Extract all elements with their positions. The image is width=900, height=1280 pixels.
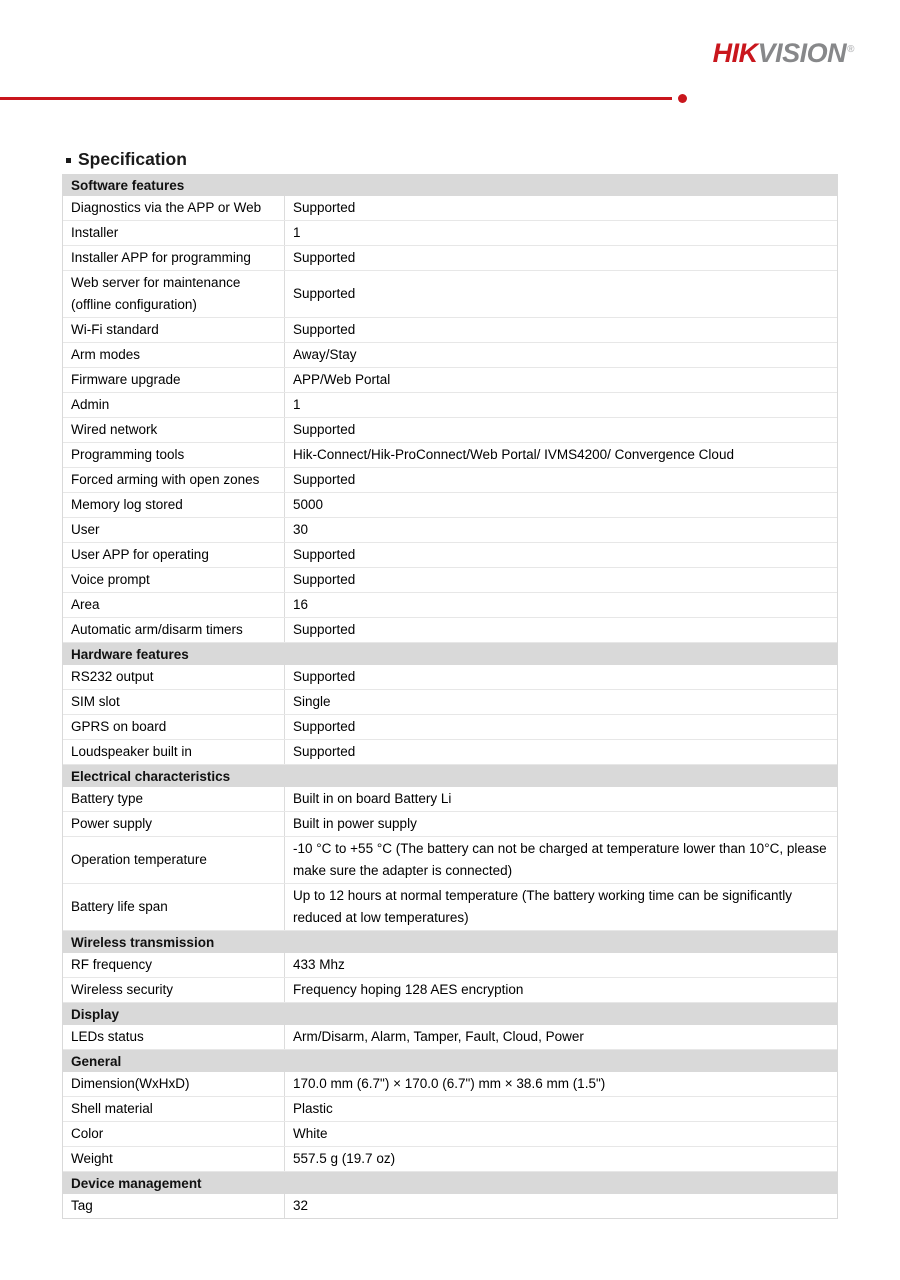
spec-value: Supported <box>293 744 356 759</box>
spec-label: Battery type <box>63 787 285 811</box>
spec-row <box>63 1122 837 1147</box>
spec-value: Supported <box>293 719 356 734</box>
spec-label: User <box>63 518 285 542</box>
spec-value: Away/Stay <box>293 347 357 362</box>
spec-label: Shell material <box>63 1097 285 1121</box>
spec-value: APP/Web Portal <box>293 372 391 387</box>
spec-value: Up to 12 hours at normal temperature (The battery working time can be significantly reduced at low temperatures) <box>293 888 792 925</box>
spec-row <box>63 1147 837 1172</box>
hikvision-logo <box>713 38 854 69</box>
spec-label: Wi-Fi standard <box>63 318 285 342</box>
spec-label: Power supply <box>63 812 285 836</box>
spec-row <box>63 715 837 740</box>
spec-value: Supported <box>293 422 356 437</box>
spec-value: Supported <box>293 322 356 337</box>
red-divider-line <box>0 97 672 100</box>
spec-value: Built in power supply <box>293 816 417 831</box>
spec-row <box>63 1097 837 1122</box>
spec-value: 557.5 g (19.7 oz) <box>293 1151 396 1166</box>
spec-label: RS232 output <box>63 665 285 689</box>
spec-label: Installer APP for programming <box>63 246 285 270</box>
section-header: Device management <box>63 1172 837 1194</box>
spec-value: 1 <box>293 397 301 412</box>
square-bullet-icon <box>66 158 71 163</box>
spec-value: Frequency hoping 128 AES encryption <box>293 982 524 997</box>
red-divider-dot-icon <box>678 94 687 103</box>
spec-label: Memory log stored <box>63 493 285 517</box>
spec-table <box>62 174 838 1219</box>
spec-value: 30 <box>293 522 309 537</box>
spec-row <box>63 221 837 246</box>
spec-row <box>63 953 837 978</box>
spec-value: -10 °C to +55 °C (The battery can not be charged at temperature lower than 10°C, please make sure the adapter is connected) <box>293 841 827 878</box>
spec-label: Operation temperature <box>63 837 285 883</box>
spec-row <box>63 493 837 518</box>
spec-row <box>63 978 837 1003</box>
spec-label: Admin <box>63 393 285 417</box>
spec-label: Wired network <box>63 418 285 442</box>
spec-value: 170.0 mm (6.7") × 170.0 (6.7") mm × 38.6 mm (1.5") <box>293 1076 606 1091</box>
spec-row <box>63 518 837 543</box>
registered-trademark-icon: ® <box>847 44 854 55</box>
spec-label: GPRS on board <box>63 715 285 739</box>
spec-row <box>63 740 837 765</box>
spec-label: Automatic arm/disarm timers <box>63 618 285 642</box>
spec-row <box>63 812 837 837</box>
spec-row <box>63 543 837 568</box>
spec-label: Tag <box>63 1194 285 1218</box>
spec-value: Built in on board Battery Li <box>293 791 452 806</box>
spec-row <box>63 690 837 715</box>
spec-row <box>63 884 837 931</box>
logo-hik-text: HIK <box>712 38 758 68</box>
spec-row <box>63 368 837 393</box>
spec-label: Arm modes <box>63 343 285 367</box>
spec-label: Forced arming with open zones <box>63 468 285 492</box>
spec-row <box>63 593 837 618</box>
spec-row <box>63 343 837 368</box>
spec-label: Loudspeaker built in <box>63 740 285 764</box>
spec-row <box>63 665 837 690</box>
spec-value: Supported <box>293 547 356 562</box>
page-title-text: Specification <box>78 149 187 169</box>
spec-value: Hik-Connect/Hik-ProConnect/Web Portal/ IVMS4200/ Convergence Cloud <box>293 447 734 462</box>
spec-label: Battery life span <box>63 884 285 930</box>
spec-row <box>63 1025 837 1050</box>
spec-row <box>63 393 837 418</box>
spec-row <box>63 837 837 884</box>
spec-value: Single <box>293 694 331 709</box>
spec-value: Supported <box>293 286 356 301</box>
spec-value: Supported <box>293 572 356 587</box>
spec-row <box>63 443 837 468</box>
spec-row <box>63 1194 837 1218</box>
spec-value: Supported <box>293 250 356 265</box>
spec-row <box>63 787 837 812</box>
spec-value: 16 <box>293 597 309 612</box>
spec-row <box>63 468 837 493</box>
spec-row <box>63 246 837 271</box>
spec-value: Arm/Disarm, Alarm, Tamper, Fault, Cloud, Power <box>293 1029 584 1044</box>
spec-label: Web server for maintenance (offline configuration) <box>63 271 285 317</box>
spec-value: 32 <box>293 1198 309 1213</box>
section-header: Wireless transmission <box>63 931 837 953</box>
section-header: Display <box>63 1003 837 1025</box>
section-header: Software features <box>63 174 837 196</box>
page-title <box>66 149 187 170</box>
spec-row <box>63 196 837 221</box>
spec-row <box>63 318 837 343</box>
spec-label: Weight <box>63 1147 285 1171</box>
spec-value: 1 <box>293 225 301 240</box>
spec-label: Wireless security <box>63 978 285 1002</box>
spec-label: Diagnostics via the APP or Web <box>63 196 285 220</box>
spec-row <box>63 618 837 643</box>
logo-vision-text: VISION <box>757 38 847 68</box>
spec-row <box>63 418 837 443</box>
spec-label: Color <box>63 1122 285 1146</box>
spec-label: Area <box>63 593 285 617</box>
spec-label: Installer <box>63 221 285 245</box>
spec-label: LEDs status <box>63 1025 285 1049</box>
section-header: General <box>63 1050 837 1072</box>
section-header: Hardware features <box>63 643 837 665</box>
spec-label: Firmware upgrade <box>63 368 285 392</box>
spec-label: RF frequency <box>63 953 285 977</box>
spec-row <box>63 271 837 318</box>
section-header: Electrical characteristics <box>63 765 837 787</box>
spec-value: 433 Mhz <box>293 957 345 972</box>
spec-label: SIM slot <box>63 690 285 714</box>
spec-value: Plastic <box>293 1101 333 1116</box>
spec-label: Programming tools <box>63 443 285 467</box>
spec-value: White <box>293 1126 328 1141</box>
spec-label: Voice prompt <box>63 568 285 592</box>
spec-value: Supported <box>293 669 356 684</box>
spec-label: Dimension(WxHxD) <box>63 1072 285 1096</box>
spec-value: Supported <box>293 472 356 487</box>
spec-label: User APP for operating <box>63 543 285 567</box>
spec-value: Supported <box>293 200 356 215</box>
spec-value: 5000 <box>293 497 324 512</box>
spec-row <box>63 1072 837 1097</box>
spec-row <box>63 568 837 593</box>
spec-value: Supported <box>293 622 356 637</box>
